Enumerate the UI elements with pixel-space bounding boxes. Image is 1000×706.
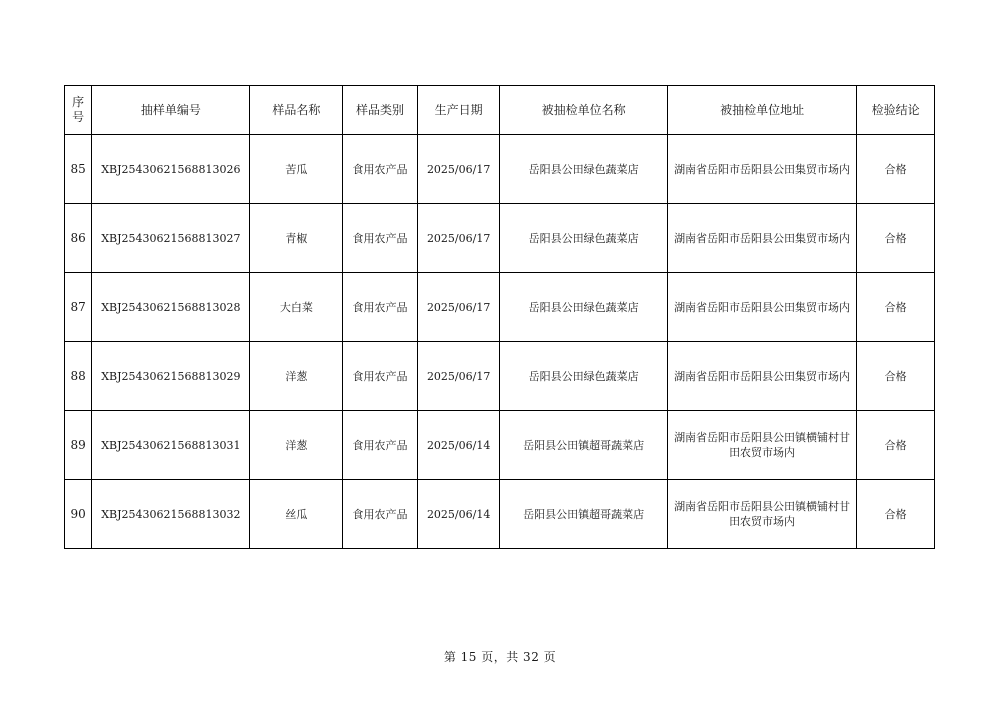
- header-production-date: 生产日期: [417, 86, 500, 135]
- cell-sample-category: 食用农产品: [343, 411, 418, 480]
- cell-seq: 89: [65, 411, 92, 480]
- cell-sample-code: XBJ25430621568813031: [92, 411, 250, 480]
- table-row: [65, 342, 935, 411]
- cell-unit-address: 湖南省岳阳市岳阳县公田集贸市场内: [667, 204, 857, 273]
- table-header-row: [65, 86, 935, 135]
- inspection-results-table: [64, 85, 935, 549]
- cell-sample-code: XBJ25430621568813032: [92, 480, 250, 549]
- cell-sample-name: 丝瓜: [250, 480, 343, 549]
- cell-result: 合格: [857, 273, 935, 342]
- page-number-footer: 第 15 页，共 32 页: [443, 650, 557, 664]
- table-row: [65, 411, 935, 480]
- cell-sample-category: 食用农产品: [343, 204, 418, 273]
- cell-seq: 87: [65, 273, 92, 342]
- header-unit-name: 被抽检单位名称: [500, 86, 667, 135]
- cell-unit-name: 岳阳县公田镇超哥蔬菜店: [500, 480, 667, 549]
- cell-sample-code: XBJ25430621568813027: [92, 204, 250, 273]
- cell-unit-address: 湖南省岳阳市岳阳县公田集贸市场内: [667, 273, 857, 342]
- cell-unit-name: 岳阳县公田镇超哥蔬菜店: [500, 411, 667, 480]
- cell-unit-address: 湖南省岳阳市岳阳县公田集贸市场内: [667, 135, 857, 204]
- header-sample-code: 抽样单编号: [92, 86, 250, 135]
- cell-seq: 90: [65, 480, 92, 549]
- cell-sample-name: 苦瓜: [250, 135, 343, 204]
- cell-sample-category: 食用农产品: [343, 342, 418, 411]
- table-row: [65, 480, 935, 549]
- header-sample-name: 样品名称: [250, 86, 343, 135]
- cell-result: 合格: [857, 342, 935, 411]
- header-seq: 序号: [65, 86, 92, 135]
- table-row: [65, 135, 935, 204]
- cell-seq: 86: [65, 204, 92, 273]
- cell-unit-name: 岳阳县公田绿色蔬菜店: [500, 273, 667, 342]
- header-unit-address: 被抽检单位地址: [667, 86, 857, 135]
- cell-unit-address: 湖南省岳阳市岳阳县公田镇横铺村甘田农贸市场内: [667, 480, 857, 549]
- cell-production-date: 2025/06/14: [417, 480, 500, 549]
- cell-production-date: 2025/06/17: [417, 273, 500, 342]
- cell-production-date: 2025/06/17: [417, 342, 500, 411]
- cell-sample-name: 洋葱: [250, 411, 343, 480]
- cell-unit-address: 湖南省岳阳市岳阳县公田镇横铺村甘田农贸市场内: [667, 411, 857, 480]
- cell-sample-code: XBJ25430621568813026: [92, 135, 250, 204]
- cell-seq: 88: [65, 342, 92, 411]
- table-row: [65, 204, 935, 273]
- cell-sample-name: 青椒: [250, 204, 343, 273]
- cell-sample-category: 食用农产品: [343, 135, 418, 204]
- cell-result: 合格: [857, 411, 935, 480]
- header-sample-category: 样品类别: [343, 86, 418, 135]
- cell-production-date: 2025/06/17: [417, 135, 500, 204]
- cell-sample-code: XBJ25430621568813028: [92, 273, 250, 342]
- cell-result: 合格: [857, 135, 935, 204]
- cell-production-date: 2025/06/14: [417, 411, 500, 480]
- cell-sample-category: 食用农产品: [343, 273, 418, 342]
- cell-result: 合格: [857, 204, 935, 273]
- header-result: 检验结论: [857, 86, 935, 135]
- cell-sample-name: 洋葱: [250, 342, 343, 411]
- table-row: [65, 273, 935, 342]
- cell-unit-name: 岳阳县公田绿色蔬菜店: [500, 204, 667, 273]
- cell-sample-name: 大白菜: [250, 273, 343, 342]
- cell-result: 合格: [857, 480, 935, 549]
- cell-production-date: 2025/06/17: [417, 204, 500, 273]
- cell-sample-category: 食用农产品: [343, 480, 418, 549]
- cell-unit-address: 湖南省岳阳市岳阳县公田集贸市场内: [667, 342, 857, 411]
- cell-unit-name: 岳阳县公田绿色蔬菜店: [500, 135, 667, 204]
- cell-seq: 85: [65, 135, 92, 204]
- cell-unit-name: 岳阳县公田绿色蔬菜店: [500, 342, 667, 411]
- cell-sample-code: XBJ25430621568813029: [92, 342, 250, 411]
